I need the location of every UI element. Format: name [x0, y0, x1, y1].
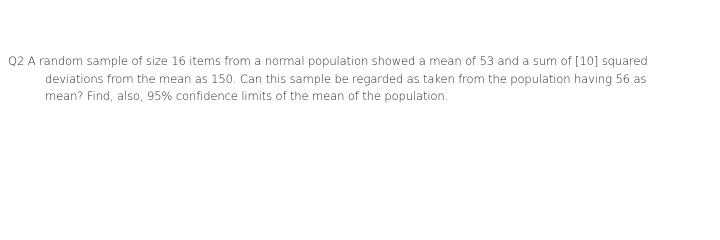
question-line-1 — [8, 53, 698, 71]
question-line-1-text: A random sample of size 16 items from a normal population showed a mean of 53 and a sum of [10] squared — [27, 54, 648, 68]
question-text — [8, 53, 698, 106]
question-line-3: mean? Find, also, 95% confidence limits of the mean of the population. — [45, 89, 449, 103]
question-number: Q2 — [8, 54, 25, 68]
question-line-2: deviations from the mean as 150. Can this sample be regarded as taken from the population having 56 as — [45, 71, 647, 86]
